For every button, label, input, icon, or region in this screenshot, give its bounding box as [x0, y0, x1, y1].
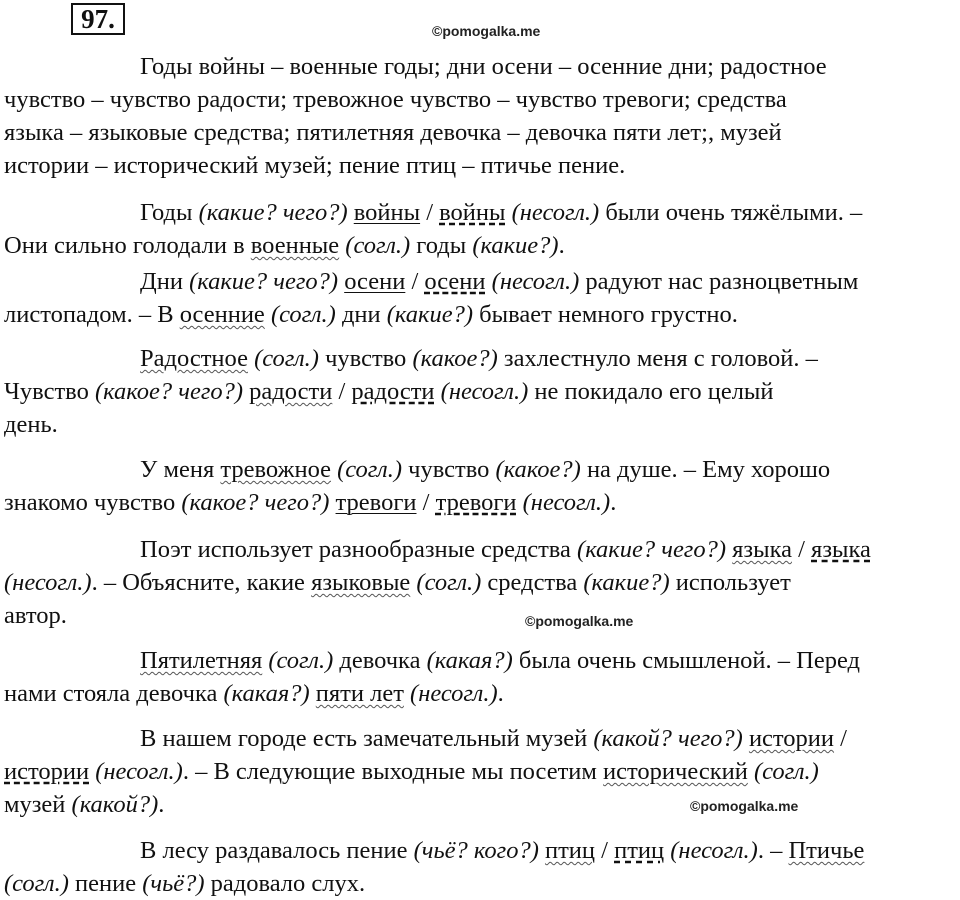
example-paragraph	[4, 533, 956, 632]
example-paragraph	[4, 644, 956, 710]
example-paragraph	[4, 722, 956, 821]
text-line: Чувство (какое? чего?) радости / радости (несогл.) не покидало его целый	[4, 378, 774, 405]
text-line: (несогл.). – Объясните, какие языковые (согл.) средства (какие?) использует	[4, 569, 791, 596]
text-line: истории – исторический музей; пение птиц – птичье пение.	[4, 152, 626, 179]
text-line: языка – языковые средства; пятилетняя девочка – девочка пяти лет;, музей	[4, 119, 782, 146]
text-line: день.	[4, 411, 58, 438]
exercise-number: 97.	[71, 3, 125, 35]
text-line: Дни (какие? чего?) осени / осени (несогл.) радуют нас разноцветным	[140, 268, 859, 295]
text-line: Радостное (согл.) чувство (какое?) захлестнуло меня с головой. –	[140, 345, 818, 372]
text-line: истории (несогл.). – В следующие выходные мы посетим исторический (согл.)	[4, 758, 819, 785]
example-paragraph	[4, 453, 956, 519]
text-line: нами стояла девочка (какая?) пяти лет (несогл.).	[4, 680, 504, 707]
example-paragraph	[4, 265, 956, 331]
text-line: Пятилетняя (согл.) девочка (какая?) была очень смышленой. – Перед	[140, 647, 861, 674]
example-paragraph	[4, 834, 956, 900]
text-line: знакомо чувство (какое? чего?) тревоги / тревоги (несогл.).	[4, 489, 617, 516]
watermark: ©pomogalka.me	[432, 23, 541, 39]
text-line: У меня тревожное (согл.) чувство (какое?) на душе. – Ему хорошо	[140, 456, 831, 483]
text-line: автор.	[4, 602, 67, 629]
text-line: В лесу раздавалось пение (чьё? кого?) птиц / птиц (несогл.). – Птичье	[140, 837, 865, 864]
intro-paragraph	[4, 50, 956, 182]
text-line: Годы (какие? чего?) войны / войны (несогл.) были очень тяжёлыми. –	[140, 199, 863, 226]
example-paragraph	[4, 342, 956, 441]
text-line: Поэт использует разнообразные средства (какие? чего?) языка / языка	[140, 536, 871, 563]
watermark: ©pomogalka.me	[690, 798, 799, 814]
text-line: В нашем городе есть замечательный музей (какой? чего?) истории /	[140, 725, 847, 752]
text-line: листопадом. – В осенние (согл.) дни (какие?) бывает немного грустно.	[4, 301, 738, 328]
text-line: музей (какой?).	[4, 791, 165, 818]
text-line: Годы войны – военные годы; дни осени – осенние дни; радостное	[140, 53, 827, 80]
text-line: (согл.) пение (чьё?) радовало слух.	[4, 870, 366, 897]
text-line: Они сильно голодали в военные (согл.) годы (какие?).	[4, 232, 565, 259]
example-paragraph	[4, 196, 956, 262]
watermark: ©pomogalka.me	[525, 613, 634, 629]
text-line: чувство – чувство радости; тревожное чувство – чувство тревоги; средства	[4, 86, 787, 113]
